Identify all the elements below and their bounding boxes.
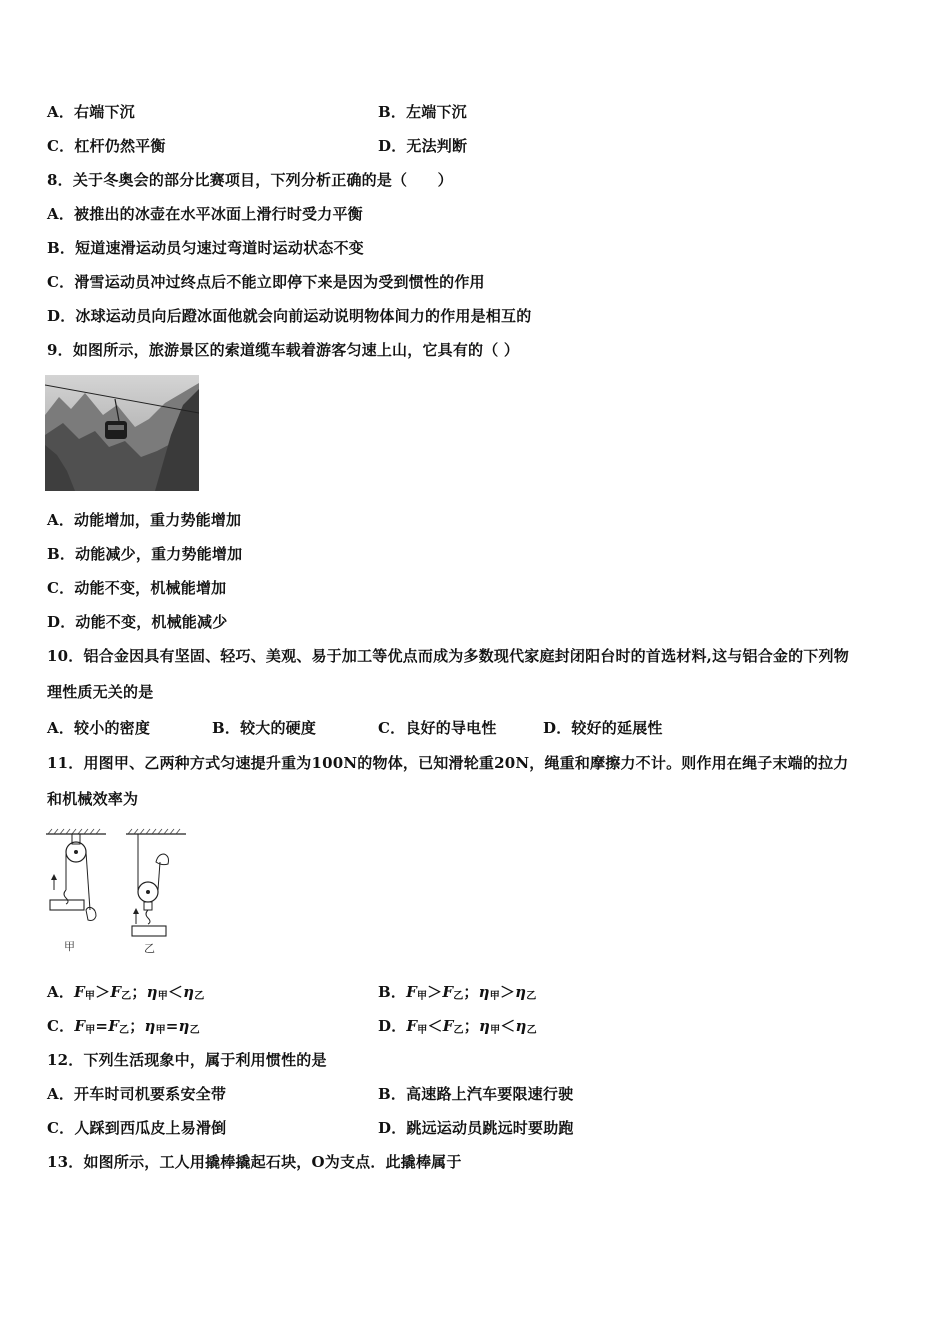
q10-stem-line1: 10．铝合金因具有坚固、轻巧、美观、易于加工等优点而成为多数现代家庭封闭阳台时的首选材料,这与铝合金的下列物: [47, 647, 849, 665]
q12-option-a: A．开车时司机要系安全带: [47, 1085, 227, 1103]
q12-option-c: C．人踩到西瓜皮上易滑倒: [47, 1119, 227, 1137]
q10-stem-line2: 理性质无关的是: [47, 683, 154, 701]
q8-option-a: A．被推出的冰壶在水平冰面上滑行时受力平衡: [47, 205, 363, 223]
q11-option-b: B．$F_甲>F_乙$；$\eta_甲>\eta_乙$: [378, 983, 537, 1002]
pulley-diagram: [44, 828, 190, 956]
q10-option-c: C．良好的导电性: [378, 719, 497, 737]
q9-option-b: B．动能减少，重力势能增加: [47, 545, 243, 563]
q7-option-b: B．左端下沉: [378, 103, 467, 121]
q12-stem: 12．下列生活现象中，属于利用惯性的是: [47, 1051, 327, 1069]
q7-option-c: C．杠杆仍然平衡: [47, 137, 166, 155]
q12-option-d: D．跳远运动员跳远时要助跑: [378, 1119, 574, 1137]
q8-option-c: C．滑雪运动员冲过终点后不能立即停下来是因为受到惯性的作用: [47, 273, 485, 291]
q9-option-c: C．动能不变，机械能增加: [47, 579, 227, 597]
q11-option-c: C．$F_甲=F_乙$；$\eta_甲=\eta_乙$: [47, 1017, 200, 1036]
q11-stem-line2: 和机械效率为: [47, 790, 139, 808]
q8-stem: 8．关于冬奥会的部分比赛项目，下列分析正确的是（ ）: [47, 171, 453, 189]
q10-option-a: A．较小的密度: [47, 719, 151, 737]
q11-option-d: D．$F_甲<F_乙$；$\eta_甲<\eta_乙$: [378, 1017, 537, 1036]
q7-option-d: D．无法判断: [378, 137, 468, 155]
q10-option-d: D．较好的延展性: [543, 719, 663, 737]
q9-stem: 9．如图所示，旅游景区的索道缆车载着游客匀速上山，它具有的（ ）: [47, 341, 520, 359]
q8-option-d: D．冰球运动员向后蹬冰面他就会向前运动说明物体间力的作用是相互的: [47, 307, 532, 325]
q11-option-a: A．$F_甲>F_乙$；$\eta_甲<\eta_乙$: [47, 983, 205, 1002]
q11-stem-line1: 11．用图甲、乙两种方式匀速提升重为100N的物体，已知滑轮重20N，绳重和摩擦力不计。则作用在绳子末端的拉力: [47, 754, 849, 772]
cable-car-photo: [45, 375, 199, 491]
fig-label-jia: 甲: [64, 940, 75, 953]
q9-option-d: D．动能不变，机械能减少: [47, 613, 228, 631]
q7-option-a: A．右端下沉: [47, 103, 135, 121]
q8-option-b: B．短道速滑运动员匀速过弯道时运动状态不变: [47, 239, 364, 257]
q10-option-b: B．较大的硬度: [212, 719, 317, 737]
fig-label-yi: 乙: [144, 942, 155, 955]
q9-option-a: A．动能增加，重力势能增加: [47, 511, 242, 529]
q12-option-b: B．高速路上汽车要限速行驶: [378, 1085, 574, 1103]
q13-stem: 13．如图所示，工人用撬棒撬起石块，O为支点．此撬棒属于: [47, 1153, 462, 1171]
